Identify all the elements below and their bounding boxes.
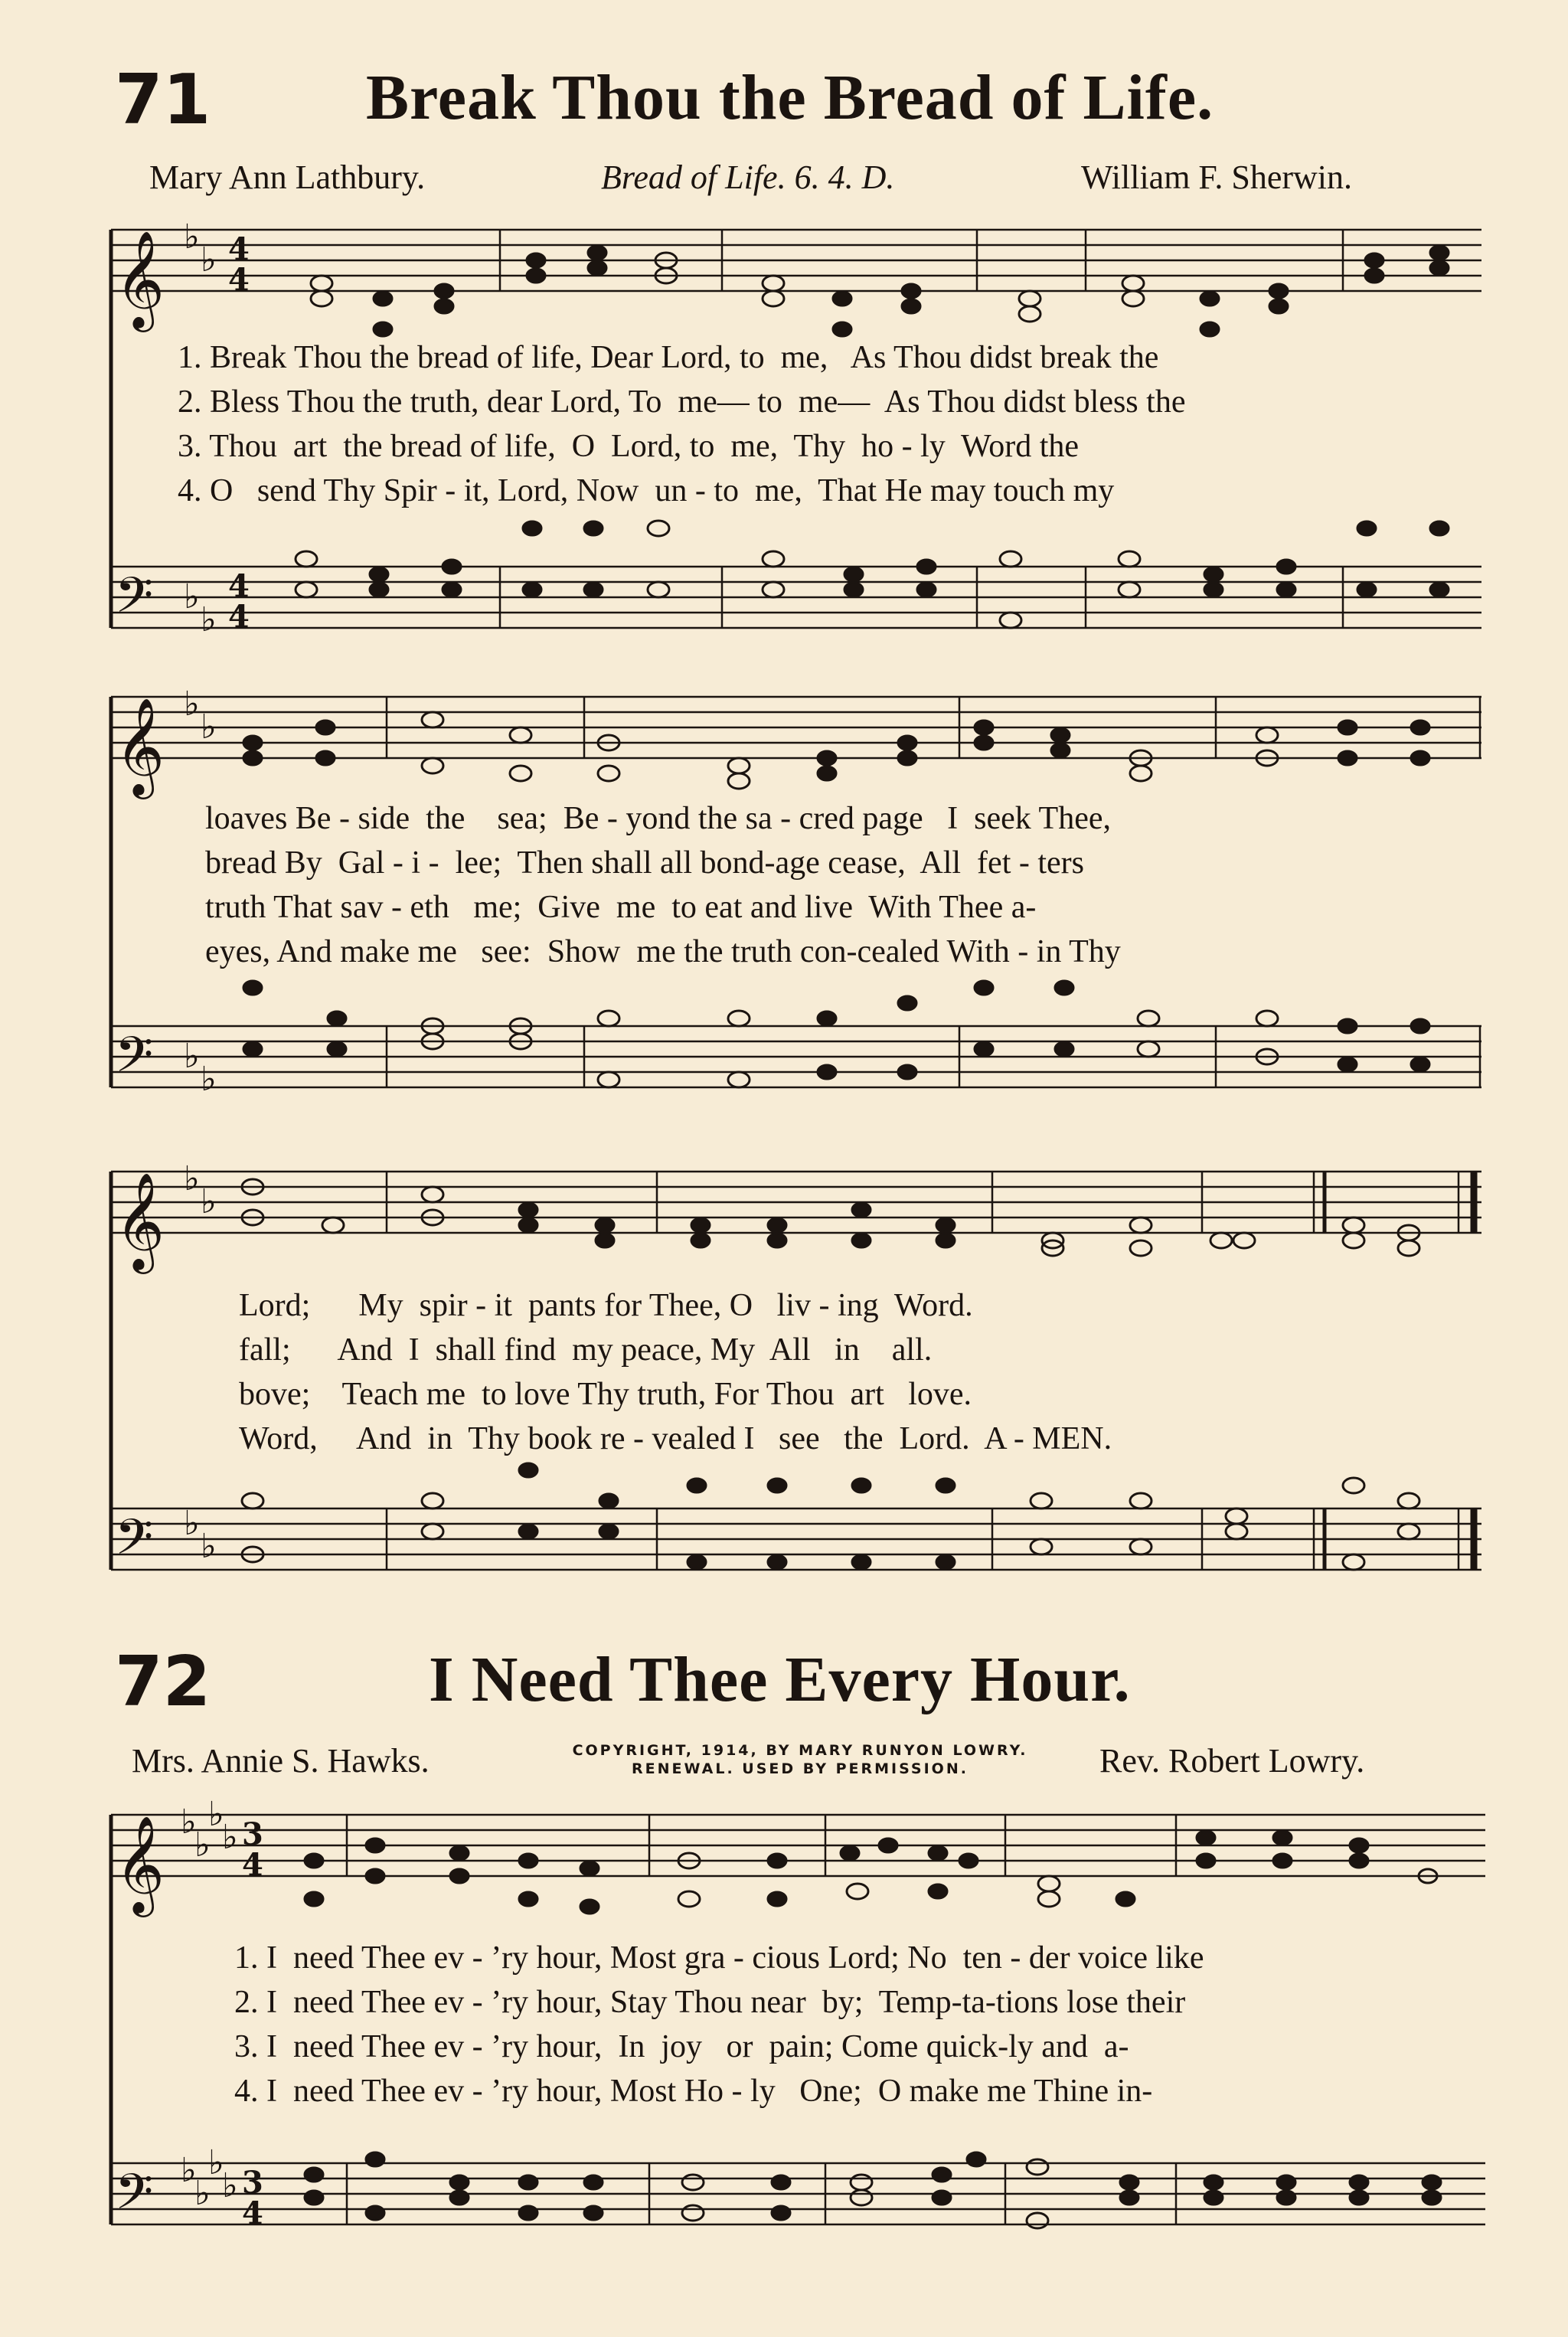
staff-bass-3 [111,1508,1481,1570]
staff-bass-2 [111,1026,1481,1087]
staff-bass-1 [111,567,1481,628]
verse-4-line: 4. I need Thee ev - ’ry hour, Most Ho - ly One; O make me Thine in- [234,2074,1153,2109]
hymn-71-author: Mary Ann Lathbury. [149,159,426,196]
svg-text:♭: ♭ [184,685,200,724]
noteheads [242,246,1449,2228]
svg-text:4: 4 [228,568,250,604]
svg-text:♭: ♭ [201,600,217,639]
svg-text:♭: ♭ [201,1182,217,1221]
treble-clef-icon: 𝄞 [115,1172,165,1270]
svg-text:♭: ♭ [222,2166,238,2205]
verse-3-line: bove; Teach me to love Thy truth, For Thou art love. [239,1377,972,1412]
svg-text:♭: ♭ [181,2151,197,2190]
verse-4-line: eyes, And make me see: Show me the truth con-cealed With - in Thy [205,934,1121,969]
svg-text:♭: ♭ [208,2143,224,2182]
time-signatures [228,231,263,2231]
svg-text:3: 3 [242,2165,263,2201]
svg-text:♭: ♭ [194,1825,211,1865]
svg-text:4: 4 [242,1847,263,1883]
verse-2-line: 2. I need Thee ev - ’ry hour, Stay Thou near by; Temp-ta-tions lose their [234,1985,1186,2020]
svg-text:♭: ♭ [208,1795,224,1834]
hymn-71-system-3-lyrics [239,1283,1112,1461]
bass-clef-icon: 𝄢 [115,1027,154,1096]
verse-4-line: 4. O send Thy Spir - it, Lord, Now un - to me, That He may touch my [178,473,1115,508]
svg-text:♭: ♭ [201,240,217,279]
treble-clef-icon: 𝄞 [115,697,165,795]
verse-2-line: 2. Bless Thou the truth, dear Lord, To me— to me— As Thou didst bless the [178,384,1186,420]
verse-3-line: 3. Thou art the bread of life, O Lord, to me, Thy ho - ly Word the [178,429,1080,464]
hymn-71-composer: William F. Sherwin. [1081,159,1353,196]
hymn-71-title: Break Thou the Bread of Life. [366,62,1214,133]
key-signature-flats [181,217,238,2213]
svg-text:♭: ♭ [184,577,200,616]
hymn-71-system-2-lyrics [205,796,1121,974]
svg-text:4: 4 [228,262,250,298]
treble-clef-icon: 𝄞 [115,1815,165,1913]
svg-text:♭: ♭ [201,1060,217,1099]
copyright-line-2: RENEWAL. USED BY PERMISSION. [632,1760,969,1777]
svg-text:♭: ♭ [184,1504,200,1543]
svg-text:♭: ♭ [184,217,200,257]
treble-clef-icon: 𝄞 [115,230,165,328]
hymn-72-system-1-lyrics [234,1936,1204,2113]
svg-text:♭: ♭ [184,1159,200,1198]
copyright-line-1: COPYRIGHT, 1914, BY MARY RUNYON LOWRY. [572,1742,1028,1759]
svg-text:♭: ♭ [194,2174,211,2213]
bass-clef-icon: 𝄢 [115,567,154,636]
hymn-72-copyright [532,1741,1068,1778]
verse-1-line: 1. Break Thou the bread of life, Dear Lord, to me, As Thou didst break the [178,340,1159,375]
hymn-72-number: 72 [115,1642,211,1722]
svg-text:3: 3 [242,1816,263,1852]
verse-1-line: loaves Be - side the sea; Be - yond the sa - cred page I seek Thee, [205,801,1111,836]
verse-1-line: Lord; My spir - it pants for Thee, O liv - ing Word. [239,1288,973,1323]
verse-2-line: bread By Gal - i - lee; Then shall all bond-age cease, All fet - ters [205,845,1084,881]
verse-4-line: Word, And in Thy book re - vealed I see the Lord. A - MEN. [239,1421,1112,1456]
hymn-72-composer: Rev. Robert Lowry. [1099,1742,1365,1780]
hymn-71-system-1-lyrics [178,335,1185,513]
staff-treble-3 [111,1172,1481,1233]
svg-text:♭: ♭ [201,708,217,747]
svg-text:♭: ♭ [184,1037,200,1076]
svg-text:♭: ♭ [181,1803,197,1842]
svg-text:♭: ♭ [201,1527,217,1566]
hymn-71-tune: Bread of Life. 6. 4. D. [601,159,895,196]
bass-clef-icon: 𝄢 [115,1509,154,1578]
hymn-72-author: Mrs. Annie S. Hawks. [132,1742,430,1780]
staff-treble-1 [111,230,1481,291]
verse-2-line: fall; And I shall find my peace, My All in all. [239,1332,933,1368]
svg-text:♭: ♭ [222,1818,238,1857]
verse-3-line: 3. I need Thee ev - ’ry hour, In joy or pain; Come quick-ly and a- [234,2029,1129,2064]
bass-clef-icon: 𝄢 [115,2164,154,2233]
hymn-72-title: I Need Thee Every Hour. [429,1644,1131,1715]
hymn-71-number: 71 [115,60,211,140]
verse-3-line: truth That sav - eth me; Give me to eat and live With Thee a- [205,890,1037,925]
svg-text:4: 4 [228,231,250,267]
svg-text:4: 4 [228,599,250,635]
svg-text:4: 4 [242,2195,263,2231]
verse-1-line: 1. I need Thee ev - ’ry hour, Most gra - cious Lord; No ten - der voice like [234,1940,1204,1976]
